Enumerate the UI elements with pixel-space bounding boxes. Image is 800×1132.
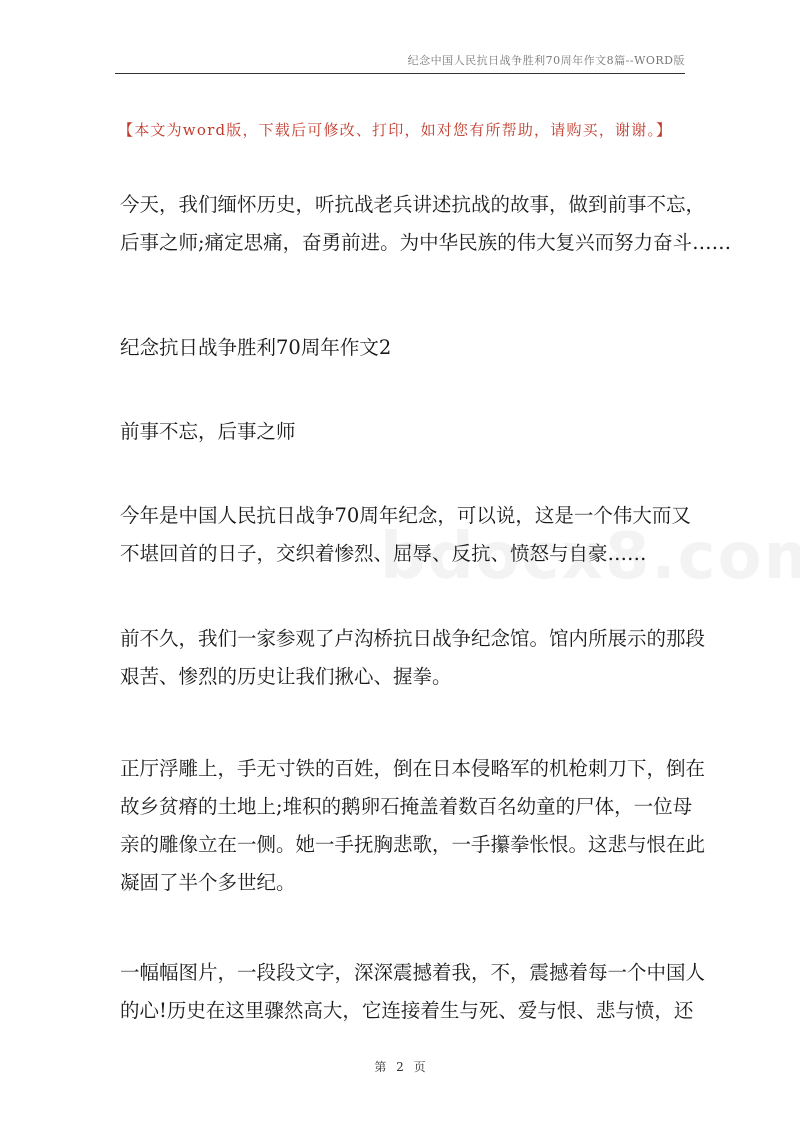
text-line: 前事不忘，后事之师 (120, 420, 296, 443)
text-line: 后事之师;痛定思痛，奋勇前进。为中华民族的伟大复兴而努力奋斗…… (120, 231, 732, 254)
page-suffix: 页 (413, 1060, 426, 1074)
paragraph-4 (120, 954, 706, 1030)
text-line: 故乡贫瘠的土地上;堆积的鹅卵石掩盖着数百名幼童的尸体，一位母 (120, 795, 693, 818)
page-number-value: 2 (396, 1060, 404, 1074)
text-line: 的心!历史在这里骤然高大，它连接着生与死、爱与恨、悲与愤，还 (120, 999, 694, 1022)
text-line: 今年是中国人民抗日战争70周年纪念，可以说，这是一个伟大而又 (120, 504, 691, 527)
text-line: 凝固了半个多世纪。 (120, 871, 296, 894)
text-line: 今天，我们缅怀历史，听抗战老兵讲述抗战的故事，做到前事不忘， (120, 193, 706, 216)
text-line: 不堪回首的日子，交织着惨烈、屈辱、反抗、愤怒与自豪…… (120, 542, 647, 565)
text-line: 艰苦、惨烈的历史让我们揪心、握拳。 (120, 665, 452, 688)
paragraph-intro (120, 186, 732, 262)
header-divider (115, 73, 685, 74)
text-line: 纪念抗日战争胜利70周年作文2 (120, 336, 392, 359)
paragraph-1 (120, 497, 691, 573)
page-number (0, 1058, 800, 1075)
text-line: 一幅幅图片，一段段文字，深深震撼着我，不，震撼着每一个中国人 (120, 961, 706, 984)
purchase-notice: 【本文为word版，下载后可修改、打印，如对您有所帮助，请购买，谢谢。】 (118, 121, 673, 139)
article-title (120, 329, 685, 367)
paragraph-3 (120, 750, 706, 902)
text-line: 亲的雕像立在一侧。她一手抚胸悲歌，一手攥拳怅恨。这悲与恨在此 (120, 833, 706, 856)
text-line: 前不久，我们一家参观了卢沟桥抗日战争纪念馆。馆内所展示的那段 (120, 627, 706, 650)
page-header-title: 纪念中国人民抗日战争胜利70周年作文8篇--WORD版 (407, 54, 685, 67)
paragraph-2 (120, 620, 706, 696)
text-line: 正厅浮雕上，手无寸铁的百姓，倒在日本侵略军的机枪刺刀下，倒在 (120, 757, 706, 780)
page-prefix: 第 (374, 1060, 387, 1074)
article-subtitle (120, 413, 685, 451)
